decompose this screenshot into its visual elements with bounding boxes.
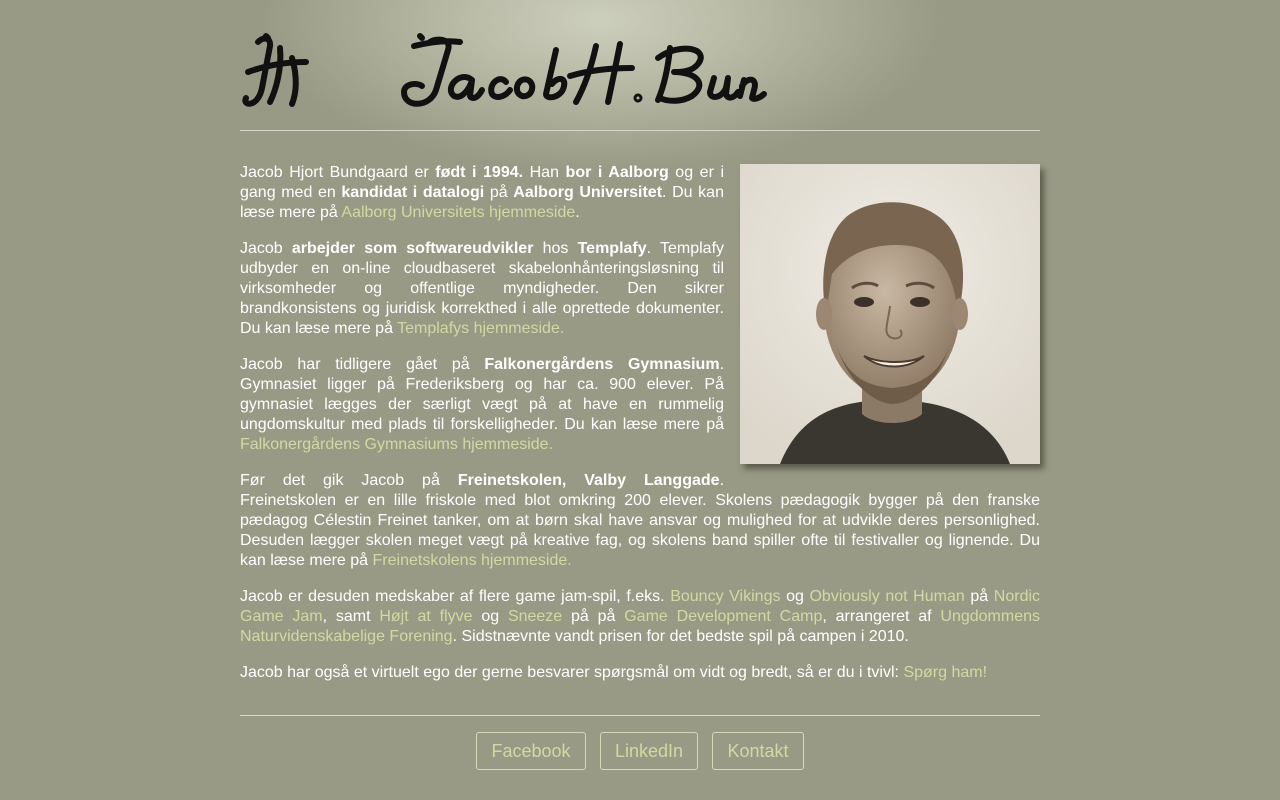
bold-text: Templafy: [577, 240, 647, 257]
signature-logo-graphic: [240, 28, 780, 118]
text: . Gymnasiet ligger på Frederiksberg og har ca. 900 elever. På gymnasiet lægges der særligt vægt på at have en rummelig ungdomskultur med plads til forskelligheder. Du kan læse mere på: [240, 356, 725, 433]
text: på på: [562, 608, 625, 625]
text: Jacob har tidligere gået på: [240, 356, 485, 373]
bold-text: arbejder som softwareudvikler: [291, 240, 534, 257]
templafy-link[interactable]: Templafys hjemmeside.: [397, 320, 565, 337]
text: . Templafy udbyder en on-line cloudbaseret skabelonhånteringsløsning til virksomheder og offentlige myndigheder. Den sikrer brandkonsistens og juridisk korrekthed i alle oprettede dokumenter. Du kan læse mere på: [240, 240, 725, 337]
obviously-not-human-link[interactable]: Obviously not Human: [809, 588, 965, 605]
school-paragraph: [240, 471, 1040, 571]
text: hos: [533, 240, 578, 257]
nordic-game-jam-link[interactable]: Nordic Game Jam: [240, 588, 1041, 625]
bold-text: født i 1994.: [435, 164, 524, 181]
main-content: [240, 131, 1040, 683]
bouncy-vikings-link[interactable]: Bouncy Vikings: [670, 588, 781, 605]
falkonergaarden-link[interactable]: Falkonergårdens Gymnasiums hjemmeside.: [240, 436, 554, 453]
bold-text: Freinetskolen, Valby Langgade: [457, 472, 720, 489]
sneeze-link[interactable]: Sneeze: [507, 608, 563, 625]
text: . Sidstnævnte vandt prisen for det bedste spil på campen i 2010.: [452, 628, 909, 645]
contact-button[interactable]: Kontakt: [712, 732, 803, 770]
text: Jacob: [240, 240, 292, 257]
aalborg-university-link[interactable]: Aalborg Universitets hjemmeside: [341, 204, 576, 221]
bold-text: Aalborg Universitet: [513, 184, 663, 201]
text: Jacob er desuden medskaber af flere game jam-spil, f.eks.: [240, 588, 671, 605]
text: og: [472, 608, 508, 625]
page-container: [240, 0, 1040, 699]
text: Jacob har også et virtuelt ego der gerne besvarer spørgsmål om vidt og bredt, så er du i tvivl:: [240, 664, 904, 681]
text: Før det gik Jacob på: [240, 472, 458, 489]
game-development-camp-link[interactable]: Game Development Camp: [624, 608, 823, 625]
text: . Du kan læse mere på: [240, 184, 724, 221]
text: på: [484, 184, 514, 201]
text: , arrangeret af: [822, 608, 941, 625]
signature-logo[interactable]: [240, 28, 780, 118]
text: og er i gang med en: [240, 164, 725, 201]
linkedin-button[interactable]: LinkedIn: [600, 732, 698, 770]
text: Jacob Hjort Bundgaard er: [240, 164, 436, 181]
text: , samt: [322, 608, 380, 625]
bold-text: kandidat i datalogi: [341, 184, 485, 201]
profile-photo: [740, 164, 1040, 464]
unf-link[interactable]: Ungdommens Naturvidenskabelige Forening: [240, 608, 1040, 645]
bold-text: bor i Aalborg: [565, 164, 669, 181]
virtual-ego-paragraph: [240, 663, 1040, 683]
freinetskolen-link[interactable]: Freinetskolens hjemmeside.: [372, 552, 572, 569]
ask-him-link[interactable]: Spørg ham!: [903, 664, 988, 681]
portrait-image: [740, 164, 1040, 464]
hoejt-at-flyve-link[interactable]: Højt at flyve: [379, 608, 473, 625]
site-header: [240, 0, 1040, 131]
bold-text: Falkonergårdens Gymnasium: [484, 356, 720, 373]
text: og: [780, 588, 810, 605]
site-footer: [240, 715, 1040, 770]
text: på: [964, 588, 994, 605]
gamejam-paragraph: [240, 587, 1040, 647]
text: .: [575, 204, 580, 221]
facebook-button[interactable]: Facebook: [476, 732, 585, 770]
text: Han: [523, 164, 566, 181]
text: . Freinetskolen er en lille friskole med blot omkring 200 elever. Skolens pædagogik bygger på den franske pædagog Célestin Freinet tanker, om at børn skal have ansvar og mulighed for at udvikle deres personlighed. Desuden lægger skolen meget vægt på kreative fag, og skolens band spiller ofte til festivaller og lignende. Du kan læse mere på: [240, 472, 1040, 569]
